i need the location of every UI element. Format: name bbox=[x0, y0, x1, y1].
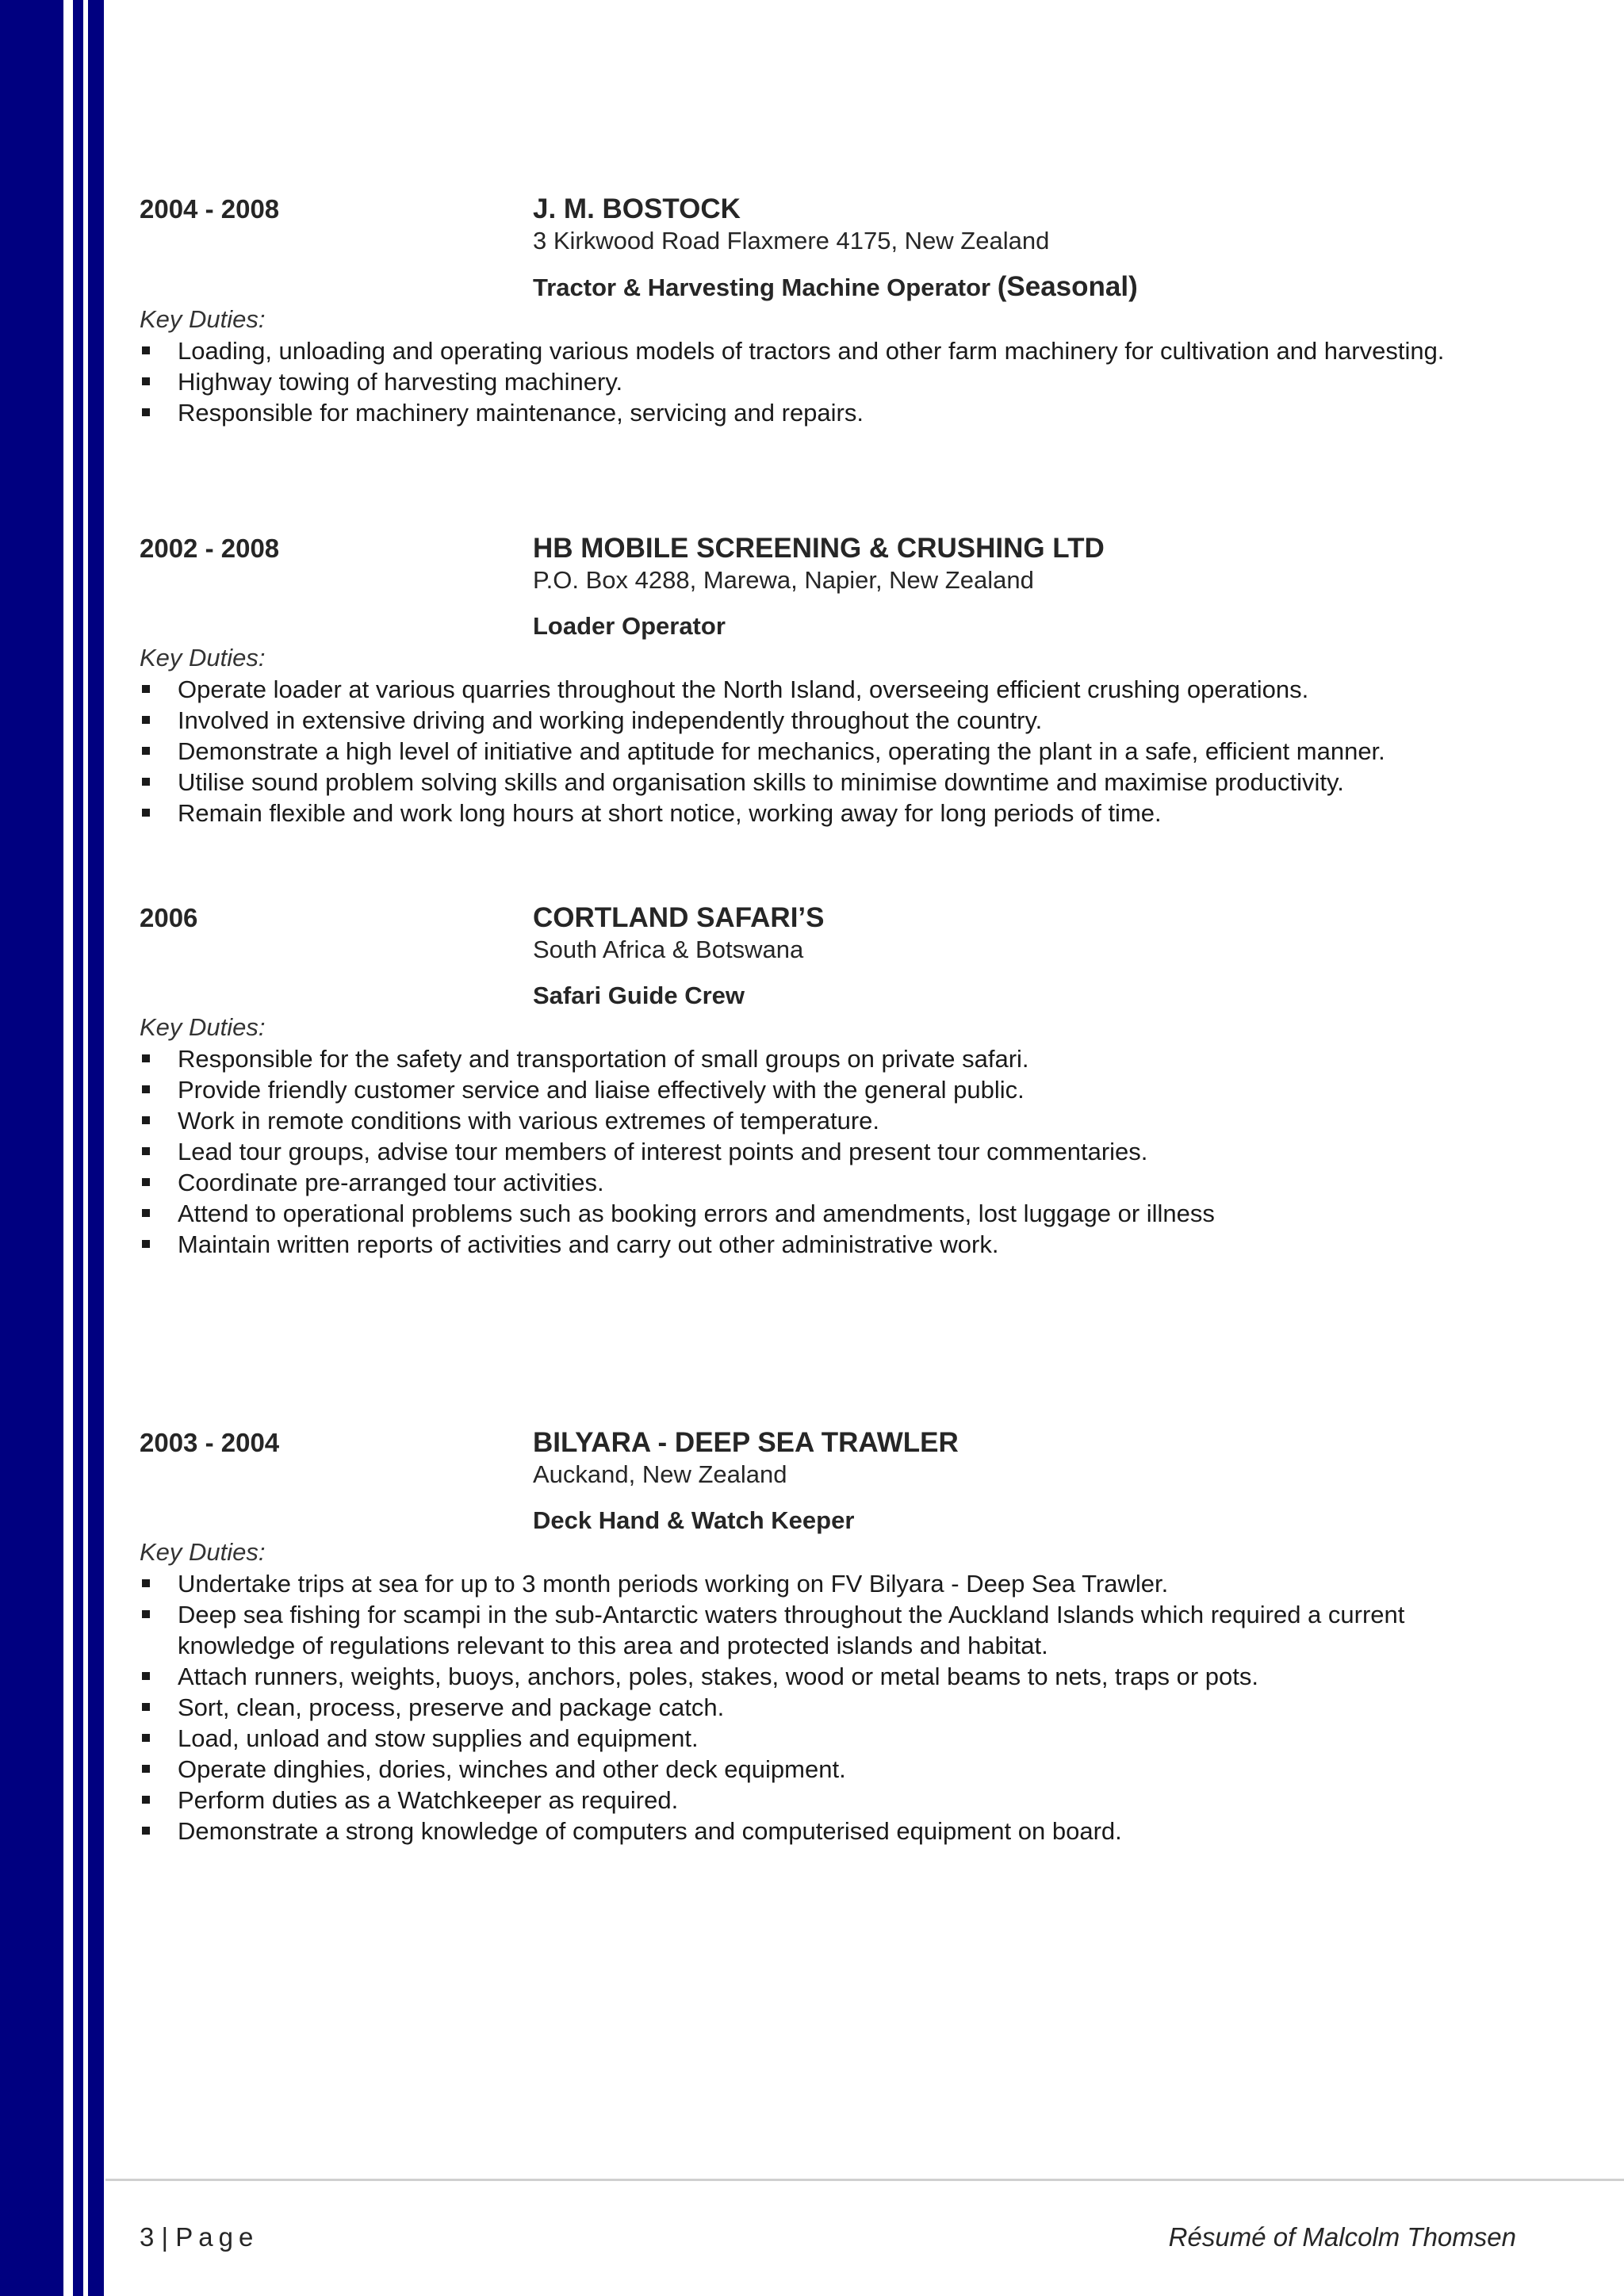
job-role: Deck Hand & Watch Keeper bbox=[533, 1506, 855, 1534]
duty-text: Attend to operational problems such as booking errors and amendments, lost luggage or illness bbox=[178, 1200, 1215, 1227]
job-role: Loader Operator bbox=[533, 612, 726, 640]
job-role bbox=[533, 271, 1519, 304]
bullet-square-icon bbox=[142, 1796, 150, 1804]
job-role: Safari Guide Crew bbox=[533, 982, 745, 1009]
duty-item bbox=[140, 1599, 1519, 1661]
bullet-square-icon bbox=[142, 1703, 150, 1711]
key-duties-label: Key Duties: bbox=[140, 644, 266, 672]
bullet-square-icon bbox=[142, 1672, 150, 1680]
bullet-square-icon bbox=[142, 1610, 150, 1618]
duty-text: Responsible for machinery maintenance, servicing and repairs. bbox=[178, 399, 864, 427]
duty-item bbox=[140, 736, 1519, 767]
job-header bbox=[140, 533, 1519, 598]
duty-item bbox=[140, 1723, 1519, 1754]
job-years: 2003 - 2004 bbox=[140, 1428, 280, 1457]
bullet-square-icon bbox=[142, 1240, 150, 1248]
duty-text: Highway towing of harvesting machinery. bbox=[178, 368, 623, 396]
job-role-extra: (Seasonal) bbox=[997, 271, 1138, 302]
job-address: P.O. Box 4288, Marewa, Napier, New Zealand bbox=[533, 566, 1034, 594]
duty-item bbox=[140, 1136, 1519, 1167]
footer-resume-owner: Résumé of Malcolm Thomsen bbox=[1168, 2222, 1516, 2252]
footer-divider bbox=[105, 2179, 1624, 2181]
bullet-square-icon bbox=[142, 1116, 150, 1124]
duty-text: Operate dinghies, dories, winches and other deck equipment. bbox=[178, 1755, 846, 1783]
duties-list bbox=[140, 335, 1519, 428]
duty-item bbox=[140, 1229, 1519, 1260]
duty-text: Maintain written reports of activities and carry out other administrative work. bbox=[178, 1230, 999, 1258]
page-number-value: 3 bbox=[140, 2222, 155, 2252]
job-header bbox=[140, 1427, 1519, 1492]
bullet-square-icon bbox=[142, 1054, 150, 1062]
duty-item bbox=[140, 798, 1519, 828]
duty-text: Attach runners, weights, buoys, anchors, poles, stakes, wood or metal beams to nets, traps or pots. bbox=[178, 1663, 1258, 1690]
duty-item bbox=[140, 1043, 1519, 1074]
left-border-band-outer bbox=[0, 0, 63, 2296]
duty-text: Load, unload and stow supplies and equipment. bbox=[178, 1724, 699, 1752]
job-company: HB MOBILE SCREENING & CRUSHING LTD bbox=[533, 533, 1105, 564]
job-years: 2004 - 2008 bbox=[140, 194, 280, 224]
job-address: Auckand, New Zealand bbox=[533, 1460, 787, 1488]
duty-text: Operate loader at various quarries throughout the North Island, overseeing efficient crushing operations. bbox=[178, 675, 1309, 703]
duty-item bbox=[140, 1692, 1519, 1723]
job-header bbox=[140, 902, 1519, 967]
key-duties-label: Key Duties: bbox=[140, 305, 266, 333]
page-number bbox=[140, 2220, 259, 2255]
job-header bbox=[140, 193, 1519, 258]
duty-text: Lead tour groups, advise tour members of interest points and present tour commentaries. bbox=[178, 1138, 1148, 1165]
bullet-square-icon bbox=[142, 809, 150, 817]
duty-item bbox=[140, 705, 1519, 736]
job-entry-bostock bbox=[140, 193, 1519, 428]
job-address: South Africa & Botswana bbox=[533, 936, 804, 963]
duty-text: Remain flexible and work long hours at short notice, working away for long periods of time. bbox=[178, 799, 1162, 827]
bullet-square-icon bbox=[142, 1147, 150, 1155]
duty-item bbox=[140, 1568, 1519, 1599]
duty-text: Involved in extensive driving and working independently throughout the country. bbox=[178, 706, 1043, 734]
bullet-square-icon bbox=[142, 747, 150, 755]
bullet-square-icon bbox=[142, 346, 150, 354]
job-entry-cortland bbox=[140, 902, 1519, 1260]
duty-text: Demonstrate a strong knowledge of computers and computerised equipment on board. bbox=[178, 1817, 1122, 1845]
duty-text: Deep sea fishing for scampi in the sub-Antarctic waters throughout the Auckland Islands which required a current knowledge of regulations relevant to this area and protected islands and habitat. bbox=[178, 1601, 1405, 1659]
duty-item bbox=[140, 1754, 1519, 1785]
duty-item bbox=[140, 1785, 1519, 1816]
job-years: 2006 bbox=[140, 903, 198, 932]
duty-text: Perform duties as a Watchkeeper as required. bbox=[178, 1786, 679, 1814]
job-years: 2002 - 2008 bbox=[140, 534, 280, 563]
left-border-gap bbox=[63, 0, 73, 2296]
duty-item bbox=[140, 674, 1519, 705]
bullet-square-icon bbox=[142, 685, 150, 693]
duty-item bbox=[140, 1198, 1519, 1229]
bullet-square-icon bbox=[142, 716, 150, 724]
job-entry-hb-mobile bbox=[140, 533, 1519, 828]
job-entry-bilyara bbox=[140, 1427, 1519, 1846]
duty-item bbox=[140, 1167, 1519, 1198]
bullet-square-icon bbox=[142, 1209, 150, 1217]
bullet-square-icon bbox=[142, 1734, 150, 1742]
duties-list bbox=[140, 1568, 1519, 1846]
bullet-square-icon bbox=[142, 1765, 150, 1773]
key-duties-label: Key Duties: bbox=[140, 1013, 266, 1041]
duty-item bbox=[140, 1074, 1519, 1105]
duty-text: Responsible for the safety and transportation of small groups on private safari. bbox=[178, 1045, 1029, 1073]
job-role-title: Tractor & Harvesting Machine Operator bbox=[533, 274, 991, 301]
duty-text: Undertake trips at sea for up to 3 month periods working on FV Bilyara - Deep Sea Trawler. bbox=[178, 1570, 1169, 1598]
job-address: 3 Kirkwood Road Flaxmere 4175, New Zealand bbox=[533, 227, 1050, 254]
duty-item bbox=[140, 366, 1519, 397]
duty-item bbox=[140, 1816, 1519, 1846]
duty-text: Work in remote conditions with various extremes of temperature. bbox=[178, 1107, 880, 1135]
left-border-band-middle bbox=[73, 0, 83, 2296]
duty-text: Utilise sound problem solving skills and organisation skills to minimise downtime and maximise productivity. bbox=[178, 768, 1344, 796]
duty-text: Demonstrate a high level of initiative and aptitude for mechanics, operating the plant in a safe, efficient manner. bbox=[178, 737, 1385, 765]
duties-list bbox=[140, 1043, 1519, 1260]
duty-text: Coordinate pre-arranged tour activities. bbox=[178, 1169, 604, 1196]
duty-item bbox=[140, 767, 1519, 798]
duty-item bbox=[140, 335, 1519, 366]
bullet-square-icon bbox=[142, 408, 150, 416]
bullet-square-icon bbox=[142, 778, 150, 786]
duty-text: Sort, clean, process, preserve and package catch. bbox=[178, 1693, 725, 1721]
page-separator: | bbox=[161, 2222, 169, 2252]
page-word: Page bbox=[175, 2222, 259, 2252]
bullet-square-icon bbox=[142, 1085, 150, 1093]
bullet-square-icon bbox=[142, 1579, 150, 1587]
bullet-square-icon bbox=[142, 1178, 150, 1186]
duties-list bbox=[140, 674, 1519, 828]
left-border-band-inner bbox=[88, 0, 104, 2296]
duty-item bbox=[140, 1661, 1519, 1692]
duty-item bbox=[140, 397, 1519, 428]
bullet-square-icon bbox=[142, 377, 150, 385]
key-duties-label: Key Duties: bbox=[140, 1538, 266, 1566]
job-company: BILYARA - DEEP SEA TRAWLER bbox=[533, 1427, 959, 1458]
job-company: CORTLAND SAFARI’S bbox=[533, 902, 825, 933]
job-company: J. M. BOSTOCK bbox=[533, 193, 741, 224]
duty-text: Provide friendly customer service and liaise effectively with the general public. bbox=[178, 1076, 1025, 1104]
duty-item bbox=[140, 1105, 1519, 1136]
duty-text: Loading, unloading and operating various models of tractors and other farm machinery for cultivation and harvesting. bbox=[178, 337, 1445, 365]
bullet-square-icon bbox=[142, 1827, 150, 1835]
